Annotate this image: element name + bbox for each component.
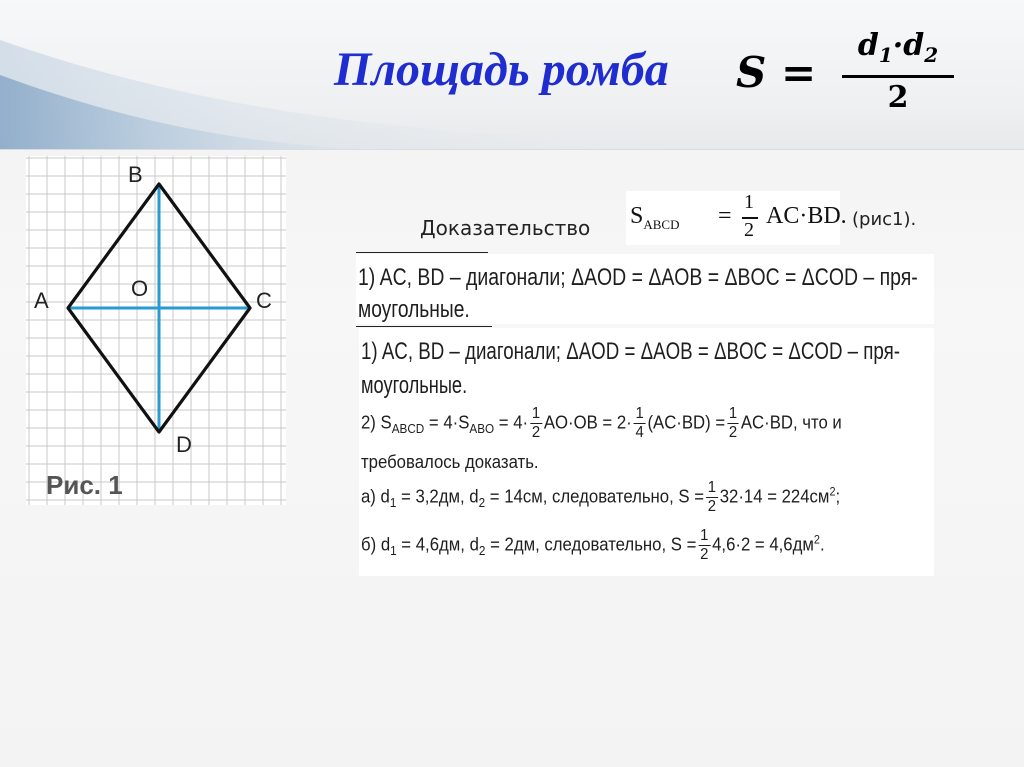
- line3-sub-abcd: ABCD: [391, 421, 425, 436]
- line3-frac1-top: 1: [531, 405, 541, 422]
- formula-frac-top: 1: [744, 191, 754, 213]
- line3-part-a: 2) S: [361, 412, 392, 433]
- formula-denominator: 2: [887, 80, 909, 115]
- line6-part-d: 4,6·2 = 4,6дм: [712, 534, 814, 555]
- numerator-d2: d: [903, 28, 925, 63]
- line3-sub-abo: ABO: [469, 421, 495, 436]
- formula-numerator: [836, 28, 960, 73]
- formula-fraction: [836, 28, 960, 116]
- line6-part-a: б) d: [361, 534, 391, 555]
- snippet2-line6: [361, 528, 825, 563]
- slide-title: Площадь ромба: [334, 43, 669, 96]
- numerator-dot: ·: [892, 28, 904, 63]
- line3-frac-2: [634, 406, 646, 441]
- line6-sub1: 1: [390, 543, 397, 558]
- formula-s-letter: S: [630, 203, 644, 229]
- line3-frac3-bot: 2: [728, 424, 738, 441]
- area-formula-image: [626, 191, 847, 245]
- snippet2-line2: моугольные.: [361, 372, 468, 399]
- numerator-sub1: 1: [878, 43, 893, 67]
- vertex-label-b: B: [128, 162, 143, 187]
- line6-sup: 2: [813, 533, 820, 547]
- rhombus-figure: [26, 156, 286, 505]
- divider-line-2: [356, 326, 492, 327]
- line3-part-e: (AC·BD) =: [647, 412, 726, 433]
- line3-frac-1: [530, 406, 542, 441]
- line6-part-e: .: [819, 534, 825, 555]
- line3-frac-3: [727, 406, 739, 441]
- line5-part-c: = 14см, следовательно, S =: [485, 486, 705, 507]
- snippet2-line4: требовалось доказать.: [361, 452, 539, 472]
- line3-part-f: AC·BD, что и: [740, 412, 842, 433]
- line6-frac: [698, 528, 710, 563]
- formula-eq: =: [718, 203, 732, 229]
- line6-sub2: 2: [478, 543, 486, 558]
- line3-frac2-bot: 4: [635, 424, 644, 441]
- line6-part-c: = 2дм, следовательно, S =: [485, 534, 697, 555]
- line3-frac2-top: 1: [635, 405, 644, 422]
- line5-sub2: 2: [478, 495, 486, 510]
- line5-part-b: = 3,2дм, d: [396, 486, 479, 507]
- formula-lhs: S =: [736, 48, 817, 97]
- line5-frac-top: 1: [707, 479, 717, 496]
- line6-part-b: = 4,6дм, d: [396, 534, 479, 555]
- grid-lines: [26, 156, 286, 505]
- snippet2-line3: [361, 406, 842, 441]
- formula-frac-bot: 2: [744, 219, 754, 241]
- line3-part-d: AO·OB = 2·: [543, 412, 632, 433]
- center-label-o: O: [131, 276, 149, 301]
- snippet2-line1: 1) AC, BD – диагонали; ΔAOD = ΔAOB = ΔBOC = ΔCOD – пря-: [361, 338, 901, 365]
- vertex-label-a: A: [34, 288, 49, 313]
- numerator-sub2: 2: [924, 43, 939, 67]
- proof-snippet-2: [359, 328, 934, 576]
- line5-part-e: ;: [835, 486, 841, 507]
- vertex-label-c: C: [256, 288, 272, 313]
- vertex-label-d: D: [176, 432, 192, 457]
- line3-part-c: = 4·: [494, 412, 529, 433]
- line3-frac1-bot: 2: [531, 424, 541, 441]
- snippet2-line5: [361, 480, 840, 515]
- line5-frac: [706, 480, 718, 515]
- line5-part-d: 32·14 = 224см: [719, 486, 830, 507]
- line5-sup: 2: [829, 485, 836, 499]
- formula-s: [630, 203, 679, 233]
- line3-part-b: = 4·S: [424, 412, 470, 433]
- snippet1-line2: моугольные.: [358, 296, 470, 323]
- line6-frac-bot: 2: [700, 546, 709, 563]
- divider-line-1: [356, 252, 488, 253]
- snippet1-line1: 1) AC, BD – диагонали; ΔAOD = ΔAOB = ΔBOC = ΔCOD – пря-: [358, 264, 918, 291]
- line5-sub1: 1: [389, 495, 397, 510]
- line3-frac3-top: 1: [728, 405, 738, 422]
- formula-fraction-bar: [842, 75, 954, 78]
- proof-snippet-1: [356, 254, 934, 324]
- formula-rest: AC·BD.: [766, 203, 847, 229]
- figure-reference: (рис1).: [852, 209, 917, 230]
- proof-label: Доказательство: [420, 216, 591, 240]
- rhombus-diagram: [26, 156, 286, 505]
- line5-part-a: а) d: [361, 486, 390, 507]
- formula-s-sub: ABCD: [643, 216, 680, 232]
- line6-frac-top: 1: [700, 527, 709, 544]
- line5-frac-bot: 2: [707, 498, 717, 515]
- numerator-d1: d: [857, 28, 879, 63]
- figure-caption: Рис. 1: [46, 470, 123, 500]
